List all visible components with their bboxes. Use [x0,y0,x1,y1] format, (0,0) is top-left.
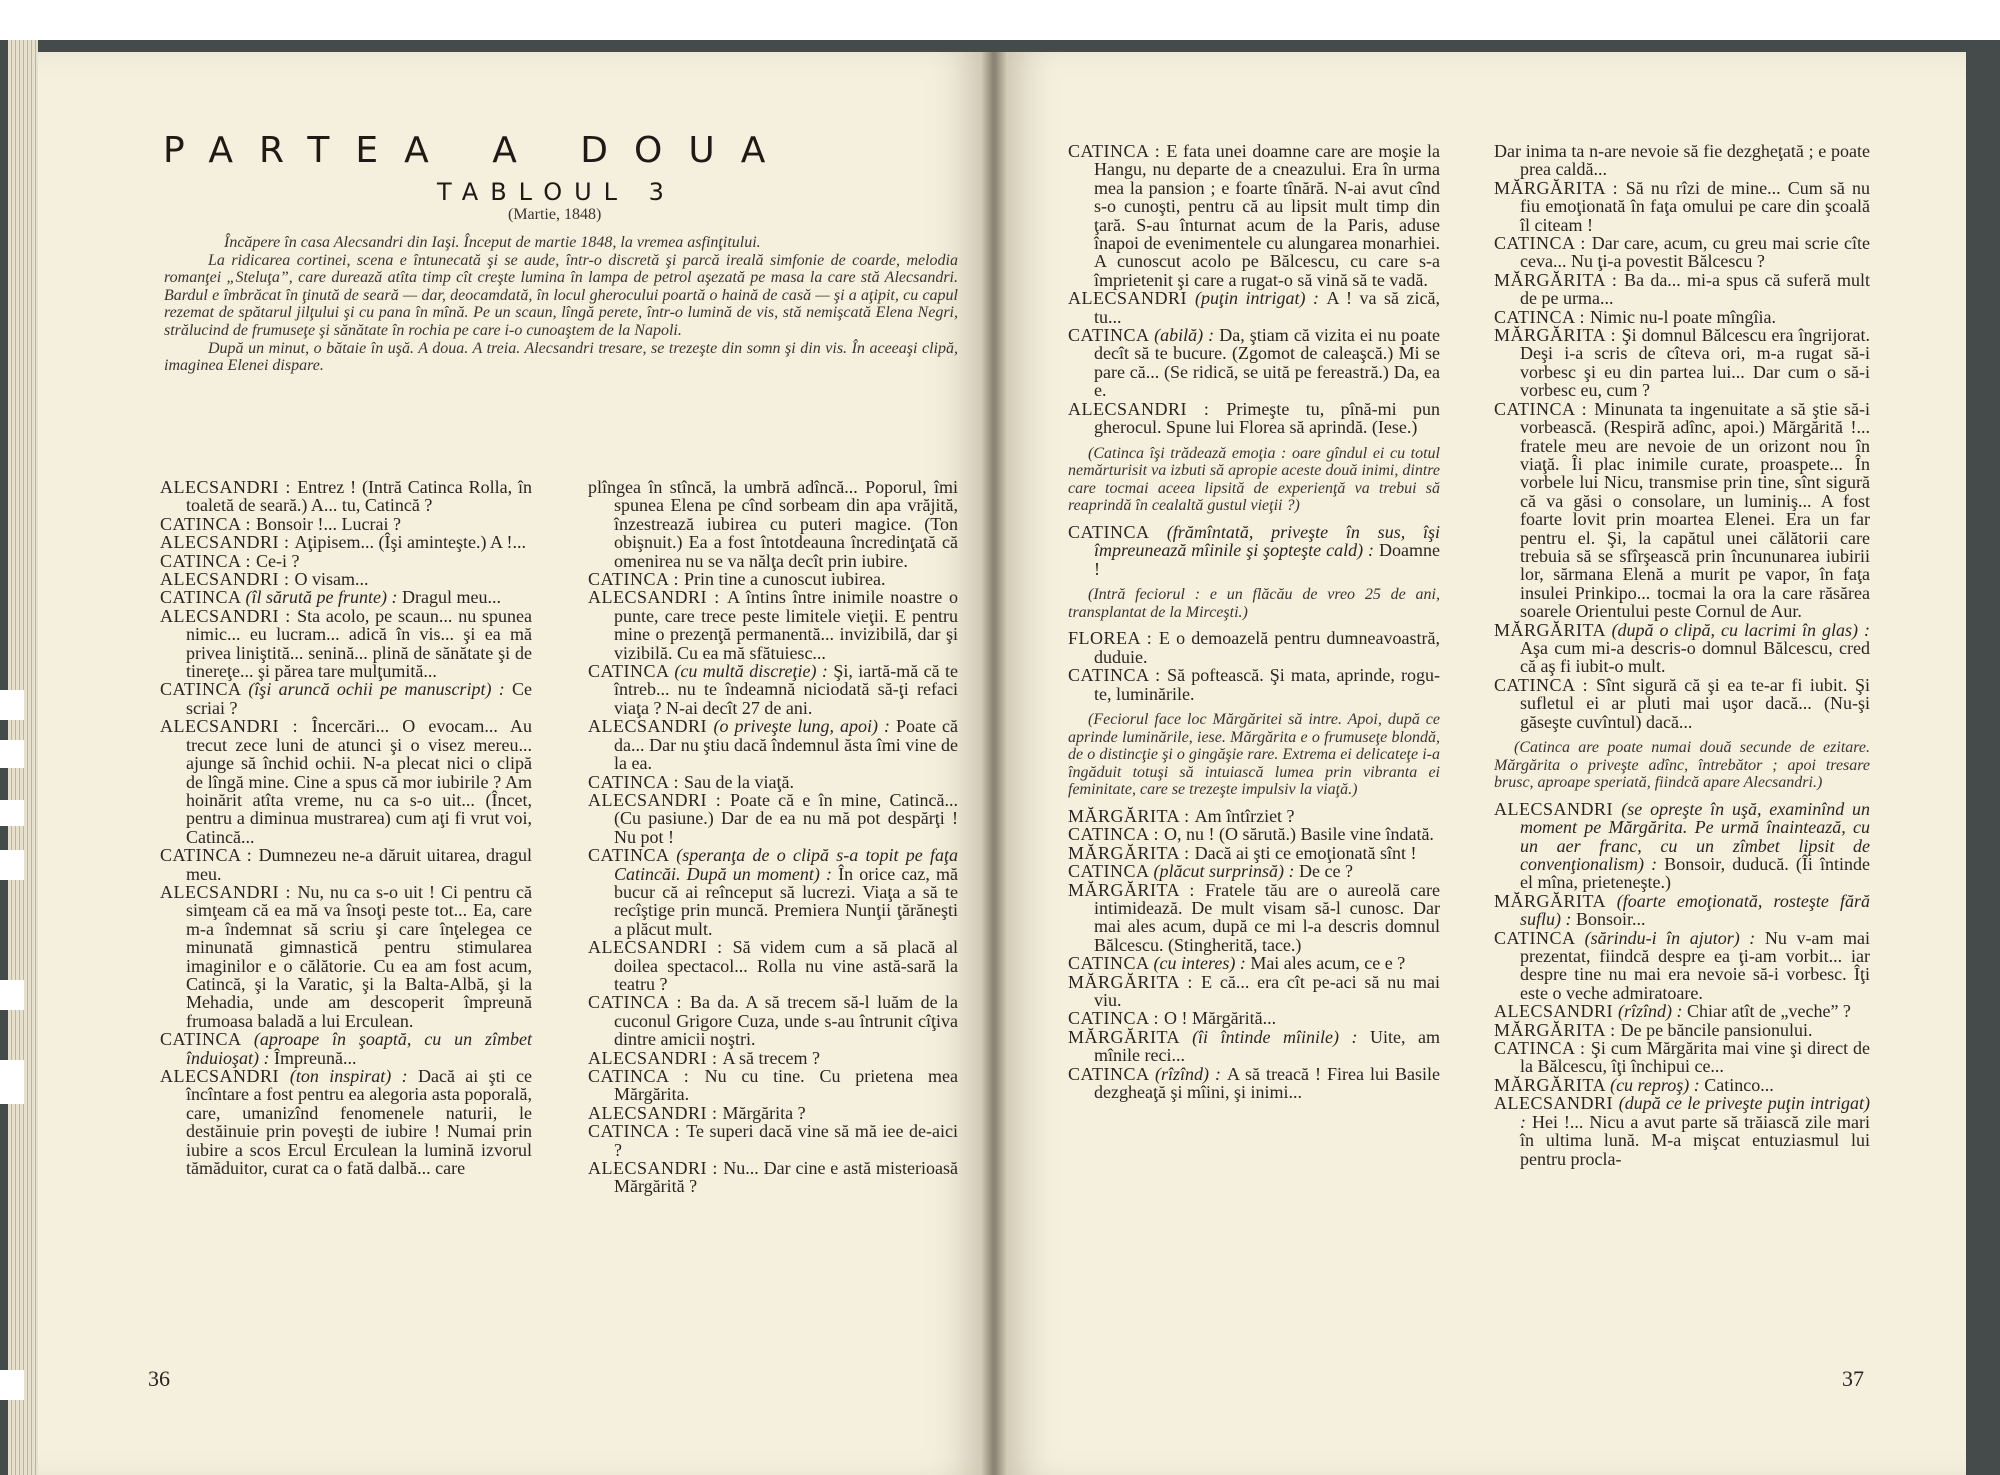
speech-text: Să poftească. Şi mata, aprinde, rogu-te, luminările. [1094,665,1440,704]
speaker-direction: (rîzînd) : [1618,1001,1688,1022]
speaker-name: ALECSANDRI [160,1066,290,1086]
speaker-name: MĂRGĂRITA : [1068,971,1202,992]
speaker-name: FLOREA : [1068,628,1159,649]
speaker-direction: (aproape în şoaptă, cu un zîmbet înduioşat) : [186,1029,532,1068]
speaker-direction: (ton inspirat) : [289,1066,418,1086]
dialogue-line [588,1049,958,1067]
dialogue-line [1068,881,1440,955]
speech-text: Mărgărita ? [722,1102,806,1123]
dialogue-column-2 [588,478,958,1196]
dialogue-line [1068,142,1440,289]
dialogue-line [160,515,532,533]
speech-text: În orice caz, mă bucur că ai reînceput să lucrezi. Viaţa a să te recîştige prin muncă. Premiera Nunţii ţărăneşti a plăcut mult. [614,863,958,939]
speaker-direction: (cu interes) : [1153,953,1251,974]
speech-text: Şi, iartă-mă că te întreb... nu te îndeamnă niciodată să-ţi refaci viaţa ? N-ai decît 27 de ani. [614,661,958,718]
speech-text: Bonsoir !... Lucrai ? [256,513,401,534]
speaker-name: CATINCA [1494,927,1585,948]
speaker-name: CATINCA [160,679,249,700]
speech-text: Prin tine a cunoscut iubirea. [684,569,886,590]
speech-text: Încercări... O evocam... Au trecut zece luni de atunci şi o visez mereu... ajunge să închid ochii. N-a plecat nici o clipă de lîngă mine. Cine a spus că mor iubirile ? Am hoinărit atîta vreme, nu ca s-o uit... (Încet, pentru a diminua mustrarea) cum aţi fi vrut voi, Catincă... [186,716,532,847]
speech-text: Ba da. A să trecem să-l luăm de la cuconul Grigore Cuza, unde s-au întrunit cîţiva dintre amicii noştri. [614,992,959,1050]
dialogue-line [588,717,958,772]
part-heading: PARTEA A DOUA [163,130,792,171]
speech-text: Fratele tău are o aureolă care intimidează. De mult visam să-l cunosc. Dar mai ales acum, după ce mi l-a descris domnul Bălcescu. (Stingherită, tace.) [1094,879,1440,955]
dialogue-line [1068,1028,1440,1065]
speech-text: Aţipisem... (Îşi aminteşte.) A !... [294,532,526,553]
speaker-name: CATINCA [160,587,246,608]
dialogue-line [588,938,958,993]
speech-text: Dacă ai şti ce încîntare a fost pentru ea alegoria asta poporală, care, umanizînd fenomenele naturii, le destăinuie prin poveşti de iubire ! Numai prin iubire a scos Ercul Erculean la lumină izvorul tămăduitor, curat ca o fată dalbă... care [186,1066,532,1179]
speaker-name: CATINCA : [588,1066,705,1086]
dialogue-line [160,846,532,883]
speech-text: Sînt sigură că şi ea te-ar fi iubit. Şi sufletul ei ar pluti mai uşor dacă... (Nu-şi găseşte cuvîntul) dacă... [1520,674,1870,732]
dialogue-line [1068,666,1440,703]
speech-text: A să trecem ? [722,1047,820,1068]
dialogue-line [160,717,532,846]
speaker-name: MĂRGĂRITA : [1494,325,1622,346]
dialogue-line [1494,326,1870,400]
speaker-name: CATINCA : [588,992,690,1013]
speaker-direction: (o priveşte lung, apoi) : [713,716,897,737]
speech-text: Să nu rîzi de mine... Cum să nu fiu emoţionată în faţa omului pe care din şcoală îl citeam ! [1520,177,1870,235]
dialogue-column-3 [1068,142,1440,1101]
dialogue-line [1494,1039,1870,1076]
dialogue-line [1494,179,1870,234]
dialogue-line [160,478,532,515]
speaker-name: CATINCA : [160,550,257,571]
speech-text: Şi cum Mărgărita mai vine şi direct de la Bălcescu, îţi închipui ce... [1520,1038,1871,1077]
speech-text: Dacă ai şti ce emoţionată sînt ! [1194,842,1417,863]
speaker-name: CATINCA : [1068,665,1168,686]
speech-text: Dar inima ta n-are nevoie să fie dezgheţată ; e poate prea caldă... [1494,141,1870,180]
speaker-name: MĂRGĂRITA : [1494,177,1626,198]
dialogue-line [1494,234,1870,271]
stage-direction: (Intră feciorul : e un flăcău de vreo 25 de ani, transplantat de la Mirceşti.) [1068,586,1440,621]
edge-ticks [0,0,38,1475]
dialogue-line [1068,1009,1440,1027]
speech-text: E că... era cît pe-aci să nu mai viu. [1094,971,1440,1010]
speaker-direction: (plăcut surprinsă) : [1153,861,1300,882]
dialogue-line [1068,862,1440,880]
speech-text: A să treacă ! Firea lui Basile dezgheaţă şi mîini, şi inimi... [1094,1063,1440,1102]
speaker-name: ALECSANDRI : [588,1158,724,1179]
speech-text: Bonsoir... [1576,909,1646,930]
speech-text: Nimic nu-l poate mîngîia. [1590,306,1776,327]
dialogue-line [588,846,958,938]
speaker-name: MĂRGĂRITA : [1494,269,1625,290]
speaker-direction: (rîzînd) : [1155,1063,1228,1084]
speaker-direction: (sărindu-i în ajutor) : [1584,927,1765,948]
speaker-direction: (cu multă discreţie) : [674,661,834,682]
speaker-direction: (cu reproş) : [1610,1074,1705,1095]
speech-text: A ! va să zică, tu... [1094,288,1440,327]
speaker-name: CATINCA [1068,953,1154,974]
speech-text: Sta acolo, pe scaun... nu spunea nimic... eu lucram... adică în vis... şi ea mă privea liniştită... senină... plină de sănătate şi de tinereţe... şi părea tare mulţumită... [186,605,532,682]
speech-text: Dar care, acum, cu greu mai scrie cîte ceva... Nu ţi-a povestit Bălcescu ? [1520,233,1870,272]
speech-text: Mai ales acum, ce e ? [1250,953,1406,974]
dialogue-line [160,552,532,570]
speech-text: Împreună... [274,1047,357,1068]
dialogue-line [1494,400,1870,621]
speaker-direction: (după ce le priveşte puţin intrigat) : [1520,1093,1870,1132]
speaker-name: ALECSANDRI [1494,1001,1619,1022]
speaker-name: MĂRGĂRITA [1494,619,1612,640]
speaker-name: CATINCA : [588,569,685,590]
speech-text: Poate că da... Dar nu ştiu dacă îndemnul ăsta îmi vine de la ea. [614,716,958,774]
speech-text: Primeşte tu, pînă-mi pun gherocul. Spune lui Florea să aprindă. (Iese.) [1094,398,1440,438]
speaker-name: CATINCA [588,661,675,682]
speech-text: Poate că e în mine, Catincă... (Cu pasiune.) Dar de ea nu mă pot despărţi ! Nu pot ! [614,789,958,847]
speech-text: A întins între inimile noastre o punte, care trece peste limitele vieţii. E pentru mine o prezenţă permanentă... invizibilă, dar şi vizibilă. Cu ea mă sfătuiesc... [614,587,958,663]
speaker-direction: (îşi aruncă ochii pe manuscript) : [248,679,513,700]
speaker-name: ALECSANDRI [1494,1093,1619,1114]
dialogue-line [588,588,958,662]
speaker-name: CATINCA : [1494,674,1597,695]
speech-text: Sau de la viaţă. [684,771,794,792]
speaker-name: CATINCA [1068,325,1155,346]
speech-text: Uite, am mînile reci... [1094,1026,1440,1066]
stage-direction: (Catinca are poate numai două secunde de ezitare. Mărgărita o priveşte adînc, întrebător ; apoi tresare brusc, aproape speriată, fiindcă apare Alecsandri.) [1494,739,1870,792]
speaker-name: ALECSANDRI [588,716,714,737]
speaker-name: ALECSANDRI : [588,789,730,810]
speaker-direction: (puţin intrigat) : [1195,288,1327,309]
speaker-name: CATINCA : [160,845,259,866]
opening-stage-direction [164,234,958,375]
dialogue-line [1494,1076,1870,1094]
speaker-direction: (se opreşte în uşă, examinînd un moment pe Mărgărita. Pe urmă înaintează, cu un aer franc, cu un zîmbet lipsit de convenţionalism) : [1520,798,1870,874]
dialogue-line [1494,1021,1870,1039]
speaker-name: ALECSANDRI : [160,532,295,553]
dialogue-line [588,1104,958,1122]
speaker-name: ALECSANDRI [1068,288,1196,309]
speaker-name: ALECSANDRI : [588,587,728,608]
speaker-name: MĂRGĂRITA : [1068,842,1195,863]
dialogue-line [1494,271,1870,308]
speaker-name: CATINCA : [1068,1008,1165,1029]
speaker-direction: (foarte emoţionată, rosteşte fără suflu) : [1520,890,1870,930]
speaker-direction: (frămîntată, priveşte în sus, îşi împreunează mîinile şi şopteşte cald) : [1094,521,1440,561]
speaker-name: MĂRGĂRITA [1494,1074,1611,1095]
dialogue-line [1068,523,1440,578]
speaker-direction: (îi întinde mîinile) : [1192,1026,1371,1047]
speaker-name: CATINCA : [1494,306,1591,327]
speaker-direction: (abilă) : [1154,325,1220,346]
speaker-name: CATINCA : [1068,141,1167,161]
speech-text: Catinco... [1704,1074,1774,1095]
speech-text: Bonsoir, duducă. (Îi întinde el mîna, prieteneşte.) [1520,854,1870,893]
dialogue-line [1068,1065,1440,1102]
speech-text: Entrez ! (Intră Catinca Rolla, în toaletă de seară.) A... tu, Catincă ? [186,477,532,516]
dialogue-line [1494,800,1870,892]
dialogue-line [588,993,958,1048]
dialogue-line [1068,844,1440,862]
stage-direction: (Catinca îşi trădează emoţia : oare gîndul ei cu totul nemărturisit va izbuti să apropie aceste două inimi, dintre care tocmai aceea lipsită de experienţă va trebui să reaprindă în cealaltă gustul vieţii ?) [1068,444,1440,515]
speech-text: Ce-i ? [256,550,300,571]
dialogue-line [1494,892,1870,929]
dialogue-line [160,533,532,551]
dialogue-line [1068,807,1440,825]
speaker-name: MĂRGĂRITA [1068,1026,1193,1047]
speaker-name: ALECSANDRI : [160,477,298,497]
dialogue-line [1494,308,1870,326]
speaker-name: ALECSANDRI : [1068,398,1227,419]
scene-date: (Martie, 1848) [508,206,602,223]
speech-text: O, nu ! (O sărută.) Basile vine îndată. [1164,824,1434,845]
speaker-name: CATINCA : [1068,824,1165,845]
dialogue-line [1068,326,1440,400]
speaker-name: ALECSANDRI : [588,1102,723,1123]
dialogue-line [588,662,958,717]
speech-text: Dumnezeu ne-a dăruit uitarea, dragul meu. [186,845,533,884]
speech-text: Nu v-am mai prezentat, fiindcă despre ea ţi-am vorbit... iar despre tine nu mai era nevoie să-i vorbesc. Îţi este o veche admiratoare. [1520,927,1871,1003]
dialogue-column-1 [160,478,532,1177]
speech-text: E fata unei doamne care are moşie la Hangu, nu departe de a cneazului. Era în urma mea la pansion ; e foarte tînără. N-ai avut cînd s-o cunoşti, pentru că au lipsit mult timp din ţară. S-au înturnat acum de la Paris, aduse înapoi de evenimentele cu alungarea monarhiei. A cunoscut acolo pe Bălcescu, cu care s-a împrietenit şi care a rugat-o să vină să te vadă. [1094,141,1440,290]
speaker-name: ALECSANDRI : [588,937,733,958]
dialogue-line [588,1122,958,1159]
speaker-name: CATINCA [1068,1063,1156,1084]
speech-text: plîngea în stîncă, la umbră adîncă... Poporul, îmi spunea Elena pe cînd sorbeam din apa vrăjită, înzestrează iubirea cu puteri magice. (Ton obişnuit.) Ea a fost întotdeauna încredinţată că omenirea nu se va nălţa decît prin iubire. [588,477,958,571]
dialogue-line [1494,676,1870,731]
speaker-name: CATINCA [1068,861,1154,882]
dialogue-line [160,607,532,681]
speaker-name: MĂRGĂRITA [1494,890,1617,911]
speech-text: Şi domnul Bălcescu era îngrijorat. Deşi i-a scris de cîteva ori, m-a rugat să-i vorbesc şi eu din partea lui... Dar cum o să-i vorbesc eu, cum ? [1520,325,1871,401]
stage-direction: (Feciorul face loc Mărgăritei să intre. Apoi, după ce aprinde luminările, iese. Mărgărita e o frumuseţe blondă, de o distincţie şi o gingăşie rare. Extrema ei delicateţe i-a îngăduit totuşi să intuiască lumea prin vibranta ei feminitate, care se trezeşte impulsiv la viaţă.) [1068,710,1440,799]
stage-paragraph: După un minut, o bătaie în uşă. A doua. A treia. Alecsandri tresare, se trezeşte din somn şi din vis. În aceeaşi clipă, imaginea Elenei dispare. [164,339,958,375]
page-number-left: 36 [148,1366,170,1391]
speaker-name: CATINCA [160,1029,254,1050]
speaker-direction: (îl sărută pe frunte) : [245,587,402,608]
speech-text: Hei !... Nicu a avut parte să trăiască zile mari în ultima lună. M-a mişcat entuziasmul lui pentru procla- [1520,1111,1871,1169]
dialogue-line [588,1159,958,1196]
dialogue-line [160,680,532,717]
speaker-name: MĂRGĂRITA : [1068,879,1206,900]
speaker-name: CATINCA : [1494,398,1595,419]
dialogue-line [1068,954,1440,972]
dialogue-line [160,570,532,588]
speech-text: Dragul meu... [402,587,501,608]
speech-text: Am întîrziet ? [1194,805,1295,826]
speech-text: Ba da... mi-a spus că suferă mult de pe urma... [1520,269,1870,309]
tablou-heading: TABLOUL 3 [437,178,676,206]
dialogue-line [1494,1094,1870,1168]
speaker-name: MĂRGĂRITA : [1068,805,1195,826]
stage-paragraph: La ridicarea cortinei, scena e întunecată şi se aude, într-o discretă şi parcă ireală simfonie de coarde, melodia romanţei „Steluţa”, care durează atîta timp cît creşte lumina în lampa de petrol aşezată pe masa la care stă Alecsandri. Bardul e îmbrăcat în ţinută de seară — dar, deocamdată, în locul gherocului poartă o haină de casă — şi a aţipit, cu capul rezemat de spătarul jilţului şi cu pana în mînă. Pe un scaun, lîngă perete, într-o lumină de vis, stă nemişcată Elena Negri, strălucind de frumuseţe şi sănătate în rochia pe care i-o cunoaştem de la Napoli. [164,251,958,339]
dialogue-line [1494,142,1870,179]
speaker-name: ALECSANDRI : [588,1047,723,1068]
speech-text: Da, ştiam că vizita ei nu poate decît să te bucure. (Zgomot de caleaşcă.) Mi se pare că... (Se ridică, se uită pe fereastră.) Da, ea e. [1094,325,1441,401]
speech-text: O visam... [294,569,369,590]
speaker-name: CATINCA : [1494,233,1592,254]
dialogue-line [160,588,532,606]
speaker-direction: (după o clipă, cu lacrimi în glas) : [1611,619,1870,640]
speech-text: E o demoazelă pentru dumneavoastră, duduie. [1094,628,1441,667]
speech-text: Aşa cum mi-a descris-o domnul Bălcescu, cred că aş fi iubit-o mult. [1520,637,1870,677]
dialogue-line [1068,825,1440,843]
dialogue-line [1068,629,1440,666]
speaker-name: CATINCA : [588,771,685,792]
page-number-right: 37 [1842,1366,1864,1391]
speaker-name: CATINCA [1068,521,1167,542]
stage-paragraph: Încăpere în casa Alecsandri din Iaşi. Început de martie 1848, la vremea asfinţitului. [224,234,761,251]
book-gutter [980,52,1008,1475]
dialogue-line [1068,400,1440,437]
speech-text: O ! Mărgărită... [1164,1008,1277,1029]
speaker-name: ALECSANDRI : [160,716,312,737]
dialogue-line [160,883,532,1030]
dialogue-line [1068,289,1440,326]
speech-text: Te superi dacă vine să mă iee de-aici ? [614,1121,959,1160]
dialogue-line [588,570,958,588]
speaker-name: CATINCA : [588,1121,687,1142]
speaker-name: CATINCA : [1494,1038,1591,1059]
dialogue-line [1494,621,1870,676]
speaker-name: ALECSANDRI : [160,881,298,902]
dialogue-line [160,1030,532,1067]
dialogue-line [1494,1002,1870,1020]
speaker-name: CATINCA : [160,513,257,534]
speech-text: Nu, nu ca s-o uit ! Ci pentru că simţeam că ea mă va însoţi peste tot... Ea, care m-a îndemnat să scriu şi care înţelegea ce minunată gimnastică pentru stimularea imaginilor e o călătorie. Cu ea am fost acum, Catincă, şi la Varatic, şi la Balta-Albă, şi la Mehadia, unde am descoperit împreună frumoasa baladă a lui Erculean. [186,881,532,1031]
speaker-name: ALECSANDRI : [160,569,295,590]
speaker-name: ALECSANDRI : [160,605,298,626]
speaker-name: ALECSANDRI [1494,798,1622,819]
speaker-name: CATINCA [588,845,677,866]
dialogue-column-4 [1494,142,1870,1168]
dialogue-line [588,773,958,791]
dialogue-line [588,478,958,570]
speech-text: Chiar atît de „veche” ? [1687,1001,1851,1022]
dialogue-line [588,1067,958,1104]
speech-text: Nu cu tine. Cu prietena mea Mărgărita. [614,1066,959,1105]
speech-text: De pe băncile pansionului. [1620,1019,1813,1040]
speech-text: Nu... Dar cine e astă misterioasă Mărgărită ? [614,1158,958,1197]
dialogue-line [160,1067,532,1177]
speaker-name: MĂRGĂRITA : [1494,1019,1621,1040]
dialogue-line [588,791,958,846]
speech-text: Ce scriai ? [186,679,533,718]
dialogue-line [1068,973,1440,1010]
speech-text: De ce ? [1299,861,1353,882]
speech-text: Să videm cum a să placă al doilea spectacol... Rolla nu vine astă-sară la teatru ? [614,937,958,994]
speech-text: Minunata ta ingenuitate a să ştie să-i vorbească. (Respiră adînc, apoi.) Mărgărită !... fratele meu are nevoie de un orizont nou în viaţă. Îi plac inimile curate, proaspete... În vorbele lui Nicu, transmise prin tine, sînt sigură că va găsi o consolare, un luminiş... A fost foarte lovit prin moartea Elenei. Era un far pentru el. Şi, la capătul unei călătorii care trebuia să se sfîrşească prin încununarea iubirii lor, sărmana Elenă a murit pe vapor, în faţa insulei Prinkipo... tocmai la ora la care răsărea soarele Orientului peste Cornul de Aur. [1520,398,1870,622]
speaker-direction: (speranţa de o clipă s-a topit pe faţa Catincăi. După un moment) : [614,845,958,884]
dialogue-line [1494,929,1870,1003]
speech-text: Doamne ! [1094,540,1440,579]
